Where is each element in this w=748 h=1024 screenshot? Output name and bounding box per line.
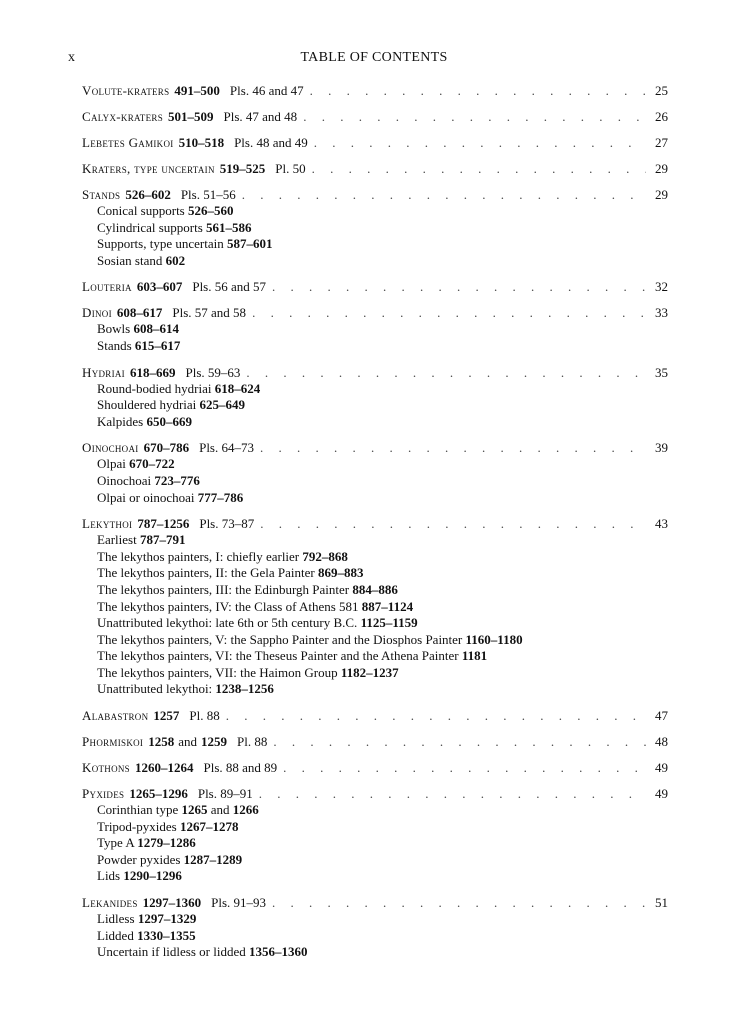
entry-page-number: 32 <box>655 279 668 295</box>
toc-entry-line <box>82 785 668 802</box>
subentry-text: Shouldered hydriai <box>97 397 197 413</box>
toc-entry-line <box>82 134 668 151</box>
subentry-text: Lidded <box>97 927 134 943</box>
toc-subentry <box>82 868 668 885</box>
toc-entry-line <box>82 759 668 776</box>
toc-entry-line <box>82 278 668 295</box>
entry-name: Kraters, type uncertain <box>82 161 215 176</box>
entry-name: Phormiskoi <box>82 734 144 750</box>
toc-subentry <box>82 549 668 566</box>
subentry-text: Lidless <box>97 911 135 927</box>
subentry-text: Bowls <box>97 321 131 337</box>
subentry-range: 625–649 <box>199 397 246 413</box>
subentry-text: Tripod-pyxides <box>97 818 177 834</box>
toc-subentry <box>82 473 668 490</box>
subentry-text: Powder pyxides <box>97 851 181 867</box>
toc-subentry <box>82 338 668 355</box>
toc-subentry <box>82 615 668 632</box>
toc-entry-line <box>82 515 668 532</box>
entry-name: Louteria <box>82 279 132 295</box>
toc-entry <box>82 515 668 698</box>
entry-range: 501–509 <box>168 109 214 124</box>
toc-subentry <box>82 665 668 682</box>
entry-name: Hydriai <box>82 364 125 380</box>
entry-page-number: 39 <box>655 440 668 456</box>
entry-and: and <box>178 734 198 750</box>
subentry-text: The lekythos painters, VI: the Theseus Painter and the Athena Painter <box>97 648 459 664</box>
subentry-range: 526–560 <box>188 203 234 218</box>
toc-subentry <box>82 397 668 414</box>
entry-page-number: 26 <box>655 109 668 124</box>
toc-subentry <box>82 599 668 616</box>
subentry-text: Conical supports <box>97 203 185 218</box>
entry-page-number: 29 <box>655 187 668 202</box>
dot-leader <box>303 108 646 125</box>
entry-range: 1258 <box>148 734 175 750</box>
toc-subentry <box>82 802 668 819</box>
subentry-and: and <box>210 802 230 818</box>
toc-subentry <box>82 490 668 507</box>
toc-entry <box>82 304 668 354</box>
subentry-text: Sosian stand <box>97 252 163 268</box>
entry-name: Lekanides <box>82 895 138 911</box>
entry-range: 603–607 <box>136 279 183 295</box>
dot-leader <box>252 304 646 321</box>
entry-range: 618–669 <box>129 364 176 380</box>
subentry-text: Unattributed lekythoi: late 6th or 5th century B.C. <box>97 615 358 631</box>
toc-entry <box>82 160 668 177</box>
toc-subentry <box>82 253 668 270</box>
subentry-text: The lekythos painters, I: chiefly earlier <box>97 548 300 564</box>
toc-entry-line <box>82 304 668 321</box>
subentry-range: 1330–1355 <box>137 927 196 943</box>
entry-name: Pyxides <box>82 786 125 802</box>
subentry-range: 1279–1286 <box>137 835 196 851</box>
toc-subentry <box>82 456 668 473</box>
entry-plates: Pls. 73–87 <box>199 516 255 532</box>
toc-entry-line <box>82 733 668 750</box>
toc-subentry <box>82 852 668 869</box>
subentry-range: 1238–1256 <box>215 681 274 697</box>
entry-range: 1257 <box>153 708 180 724</box>
dot-leader <box>310 82 646 99</box>
entry-range: 1297–1360 <box>142 895 202 911</box>
entry-page-number: 33 <box>655 305 668 321</box>
entry-name: Alabastron <box>82 708 149 724</box>
entry-page-number: 25 <box>655 83 668 98</box>
entry-plates: Pls. 48 and 49 <box>234 135 308 150</box>
entry-range: 526–602 <box>125 187 171 202</box>
toc-entry <box>82 364 668 431</box>
entry-name: Stands <box>82 187 121 202</box>
entry-name: Lebetes Gamikoi <box>82 135 174 150</box>
subentry-range: 1265 <box>181 802 208 818</box>
entry-range: 608–617 <box>116 305 163 321</box>
dot-leader <box>314 134 646 151</box>
entry-range: 670–786 <box>143 440 190 456</box>
entry-plates: Pls. 88 and 89 <box>203 760 278 776</box>
subentry-range: 792–868 <box>302 548 348 564</box>
toc-entry-line <box>82 186 668 203</box>
toc-entry-line <box>82 82 668 99</box>
subentry-range: 1267–1278 <box>179 818 239 834</box>
subentry-range: 787–791 <box>139 532 186 548</box>
entry-plates: Pls. 57 and 58 <box>172 305 247 321</box>
subentry-range: 602 <box>165 252 186 268</box>
dot-leader <box>260 515 646 532</box>
subentry-range-second: 1266 <box>232 802 259 818</box>
toc-subentry <box>82 928 668 945</box>
toc-subentry <box>82 220 668 237</box>
toc-subentry <box>82 381 668 398</box>
toc-subentry <box>82 835 668 852</box>
entry-name: Oinochoai <box>82 440 139 456</box>
entry-plates: Pls. 91–93 <box>211 895 267 911</box>
toc-entry-line <box>82 707 668 724</box>
entry-plates: Pls. 51–56 <box>180 187 236 202</box>
subentry-range: 608–614 <box>133 321 179 337</box>
entry-plates: Pls. 56 and 57 <box>192 279 267 295</box>
entry-page-number: 51 <box>655 895 668 911</box>
page-number: x <box>68 50 75 65</box>
entry-range: 510–518 <box>178 135 225 150</box>
dot-leader <box>259 785 646 802</box>
toc-entry <box>82 759 668 776</box>
entry-name: Volute-kraters <box>82 83 170 98</box>
toc-entry <box>82 733 668 750</box>
entry-page-number: 35 <box>655 364 668 380</box>
toc-subentry <box>82 648 668 665</box>
dot-leader <box>312 160 646 177</box>
toc-entry <box>82 82 668 99</box>
entry-name: Calyx-kraters <box>82 109 164 124</box>
entry-range-second: 1259 <box>201 734 228 750</box>
entry-range: 787–1256 <box>137 516 190 532</box>
subentry-text: The lekythos painters, IV: the Class of Athens 581 <box>97 598 359 614</box>
subentry-text: Olpai or oinochoai <box>97 489 195 505</box>
toc-entry-line <box>82 108 668 125</box>
entry-page-number: 49 <box>655 760 668 776</box>
subentry-range: 887–1124 <box>361 598 414 614</box>
subentry-range: 777–786 <box>197 489 244 505</box>
toc-entry-line <box>82 364 668 381</box>
entry-plates: Pls. 47 and 48 <box>223 109 298 124</box>
entry-range: 491–500 <box>174 83 220 98</box>
entry-range: 1260–1264 <box>135 760 194 776</box>
toc-subentry <box>82 681 668 698</box>
subentry-text: Earliest <box>97 532 137 548</box>
toc-subentry <box>82 944 668 961</box>
subentry-range: 615–617 <box>134 337 181 353</box>
entry-name: Dinoi <box>82 305 112 321</box>
toc-subentry <box>82 632 668 649</box>
subentry-text: The lekythos painters, III: the Edinburgh Painter <box>97 581 350 597</box>
subentry-range: 723–776 <box>154 472 200 488</box>
subentry-range: 869–883 <box>317 565 364 581</box>
dot-leader <box>283 759 646 776</box>
entry-plates: Pl. 88 <box>237 734 268 750</box>
toc-subentry <box>82 321 668 338</box>
subentry-range: 1297–1329 <box>137 911 197 927</box>
entry-plates: Pls. 59–63 <box>185 364 241 380</box>
subentry-range: 1290–1296 <box>123 868 182 884</box>
subentry-text: Round-bodied hydriai <box>97 380 212 396</box>
toc-subentry <box>82 582 668 599</box>
entry-plates: Pls. 89–91 <box>197 786 253 802</box>
toc-entry <box>82 134 668 151</box>
dot-leader <box>272 278 646 295</box>
subentry-range: 1182–1237 <box>340 664 399 680</box>
toc-subentry <box>82 203 668 220</box>
entry-page-number: 27 <box>655 135 668 150</box>
subentry-text: Unattributed lekythoi: <box>97 681 213 697</box>
entry-plates: Pl. 50 <box>275 161 306 176</box>
toc-subentry <box>82 911 668 928</box>
subentry-range: 618–624 <box>214 380 261 396</box>
subentry-text: The lekythos painters, V: the Sappho Painter and the Diosphos Painter <box>97 631 463 647</box>
table-of-contents <box>82 82 668 970</box>
subentry-range: 650–669 <box>146 413 192 429</box>
entry-page-number: 48 <box>655 734 668 750</box>
subentry-range: 587–601 <box>226 236 273 252</box>
dot-leader <box>273 733 646 750</box>
subentry-text: Stands <box>97 337 132 353</box>
subentry-range: 1160–1180 <box>465 631 523 647</box>
entry-page-number: 49 <box>655 786 668 802</box>
subentry-text: Cylindrical supports <box>97 219 203 235</box>
subentry-range: 670–722 <box>129 456 175 472</box>
entry-plates: Pls. 64–73 <box>199 440 254 456</box>
subentry-text: The lekythos painters, II: the Gela Painter <box>97 565 315 581</box>
subentry-text: Kalpides <box>97 413 144 429</box>
toc-entry <box>82 108 668 125</box>
subentry-text: Oinochoai <box>97 472 152 488</box>
entry-name: Kothons <box>82 760 130 776</box>
toc-entry <box>82 439 668 506</box>
entry-page-number: 29 <box>655 161 668 176</box>
toc-subentry <box>82 414 668 431</box>
toc-subentry <box>82 532 668 549</box>
subentry-text: The lekythos painters, VII: the Haimon Group <box>97 664 338 680</box>
entry-range: 1265–1296 <box>129 786 188 802</box>
toc-entry-line <box>82 160 668 177</box>
entry-range: 519–525 <box>219 161 266 176</box>
entry-page-number: 43 <box>655 516 668 532</box>
subentry-range: 561–586 <box>206 219 252 235</box>
subentry-range: 1125–1159 <box>360 615 418 631</box>
subentry-text: Type A <box>97 835 135 851</box>
toc-entry <box>82 707 668 724</box>
toc-entry-line <box>82 894 668 911</box>
subentry-text: Uncertain if lidless or lidded <box>97 944 246 960</box>
dot-leader <box>246 364 646 381</box>
dot-leader <box>242 186 646 203</box>
subentry-text: Olpai <box>97 456 126 472</box>
subentry-text: Lids <box>97 868 121 884</box>
toc-entry-line <box>82 439 668 456</box>
page-title: TABLE OF CONTENTS <box>300 50 448 65</box>
entry-name: Lekythoi <box>82 516 133 532</box>
entry-page-number: 47 <box>655 708 668 724</box>
subentry-range: 1287–1289 <box>183 851 243 867</box>
toc-entry <box>82 186 668 269</box>
dot-leader <box>272 894 646 911</box>
subentry-range: 1356–1360 <box>249 944 308 960</box>
toc-subentry <box>82 819 668 836</box>
toc-subentry <box>82 236 668 253</box>
subentry-range: 884–886 <box>352 581 398 597</box>
subentry-range: 1181 <box>461 648 488 664</box>
toc-entry <box>82 785 668 885</box>
toc-subentry <box>82 565 668 582</box>
toc-entry <box>82 894 668 961</box>
subentry-text: Corinthian type <box>97 802 179 818</box>
dot-leader <box>260 439 646 456</box>
entry-plates: Pl. 88 <box>189 708 220 724</box>
entry-plates: Pls. 46 and 47 <box>229 83 304 98</box>
toc-entry <box>82 278 668 295</box>
dot-leader <box>226 707 646 724</box>
subentry-text: Supports, type uncertain <box>97 236 224 252</box>
